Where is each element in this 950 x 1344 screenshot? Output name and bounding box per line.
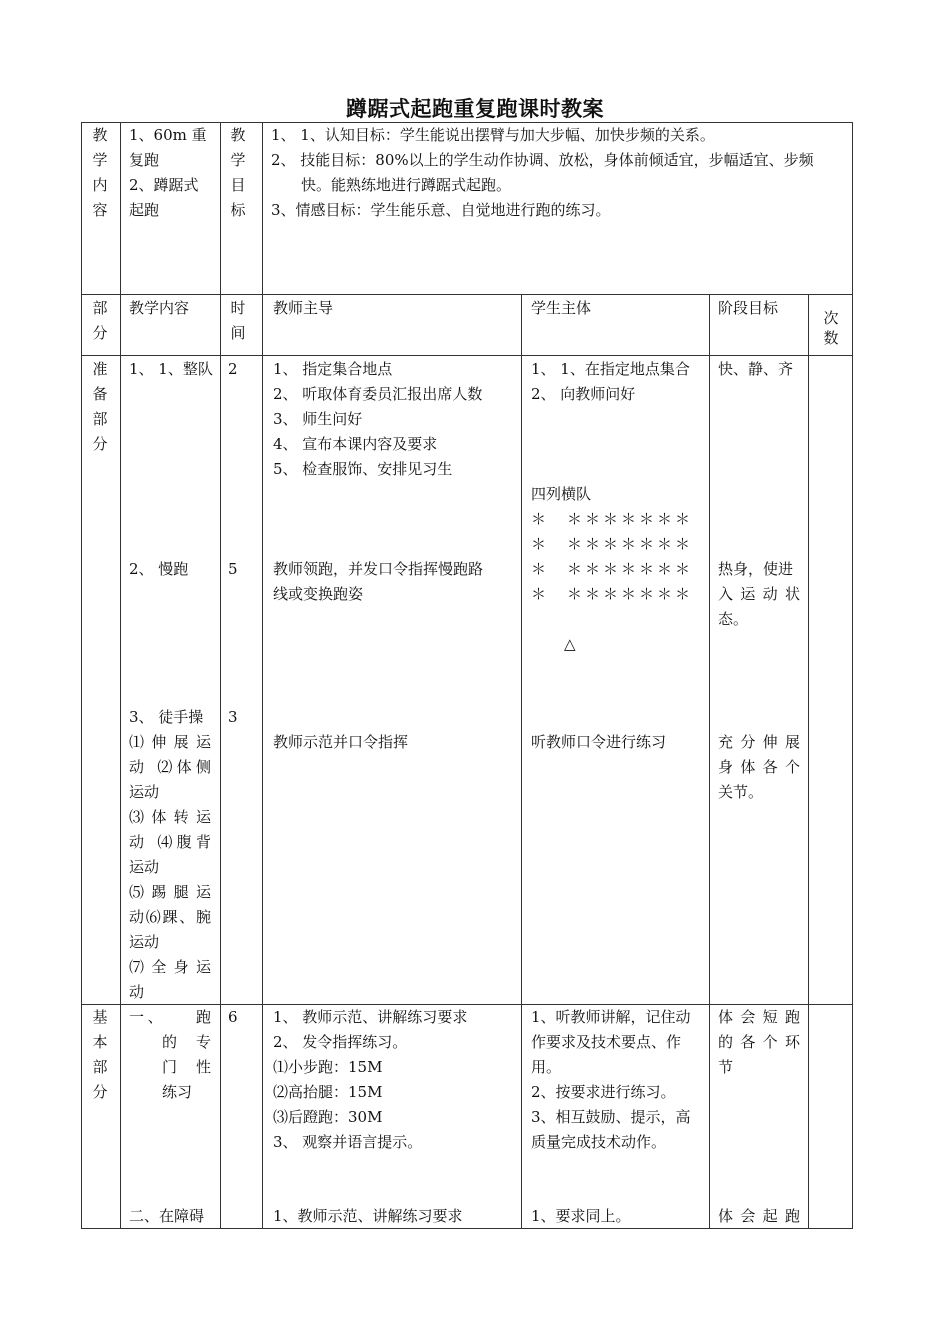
exercise-line: 动 ⑵体侧 <box>129 758 211 776</box>
prep-part-label: 准备部分 <box>92 360 108 453</box>
prep-item2-teacher <box>273 557 517 607</box>
basic-item2-student: 1、要求同上。 <box>531 1207 631 1225</box>
exercise-line: ⑺ 全 身 运 <box>129 958 211 976</box>
prep-item1-teacher <box>273 357 517 482</box>
header-student: 学生主体 <box>531 299 592 317</box>
student-step: 用。 <box>531 1058 562 1076</box>
basic-item1-content <box>129 1005 211 1105</box>
goal-line: 态。 <box>718 610 749 628</box>
student-step: 1、听教师讲解，记住动 <box>531 1008 691 1026</box>
basic-item1-goal <box>718 1005 800 1080</box>
student-step: 作要求及技术要点、作 <box>531 1033 682 1051</box>
goal-line: 快。能熟练地进行蹲踞式起跑。 <box>301 176 512 194</box>
row-divider <box>81 355 853 356</box>
content-line: 复跑 <box>129 151 160 169</box>
row-divider <box>81 294 853 295</box>
teacher-position-icon: △ <box>564 635 576 653</box>
exercise-line: 动 ⑷腹背 <box>129 833 211 851</box>
prep-item2-time: 5 <box>228 560 238 578</box>
goal-line: 热身，使进 <box>718 560 794 578</box>
exercise-line: ⑴ 伸 展 运 <box>129 733 211 751</box>
prep-item2-goal <box>718 557 800 632</box>
goal-line: 充分伸展 <box>718 733 800 751</box>
goal-line: 关节。 <box>718 783 764 801</box>
col-divider <box>521 294 522 1229</box>
exercise-line: 运动 <box>129 858 160 876</box>
col-divider <box>808 294 809 1229</box>
goal-line: 节 <box>718 1058 734 1076</box>
formation-row: ＊ ＊＊＊＊＊＊＊ <box>531 510 694 528</box>
content-line: 起跑 <box>129 201 160 219</box>
content-label: 教学内容 <box>92 126 108 219</box>
exercise-line: 运动 <box>129 783 160 801</box>
formation-row: ＊ ＊＊＊＊＊＊＊ <box>531 560 694 578</box>
prep-item3-teacher: 教师示范并口令指挥 <box>273 733 409 751</box>
student-step: 2、 向教师问好 <box>531 385 636 403</box>
prep-item3-content <box>129 705 211 1005</box>
formation-diagram <box>531 482 706 657</box>
prep-item1-goal: 快、静、齐 <box>718 360 794 378</box>
prep-item3-time: 3 <box>228 708 238 726</box>
prep-item3-goal <box>718 730 800 805</box>
teacher-step: ⑴小步跑：15M <box>273 1058 383 1076</box>
goal-line: 体会短跑 <box>718 1008 800 1026</box>
header-content: 教学内容 <box>129 299 190 317</box>
prep-item1-time: 2 <box>228 360 238 378</box>
teacher-step: 4、 宣布本课内容及要求 <box>273 435 438 453</box>
header-count: 次数 <box>823 309 839 347</box>
content-line: 一、 跑 <box>129 1008 211 1026</box>
exercise-line: ⑸ 踢 腿 运 <box>129 883 211 901</box>
basic-item1-time: 6 <box>228 1008 238 1026</box>
content-line: 的 专 <box>162 1033 211 1051</box>
basic-item2-teacher: 1、教师示范、讲解练习要求 <box>273 1207 463 1225</box>
exercise-line: 运动 <box>129 933 160 951</box>
basic-item2-goal <box>718 1204 800 1229</box>
goal-line: 体会起跑 <box>718 1207 800 1225</box>
teacher-step: ⑵高抬腿：15M <box>273 1083 383 1101</box>
prep-item2-content: 2、 慢跑 <box>129 560 189 578</box>
content-line: 2、蹲踞式 <box>129 176 199 194</box>
teacher-step: 1、 教师示范、讲解练习要求 <box>273 1008 468 1026</box>
student-step: 3、相互鼓励、提示，高 <box>531 1108 691 1126</box>
content-list <box>129 123 215 223</box>
formation-row: ＊ ＊＊＊＊＊＊＊ <box>531 585 694 603</box>
col-divider <box>709 294 710 1229</box>
content-line: 1、60m 重 <box>129 126 207 144</box>
exercise-line: 3、 徒手操 <box>129 708 204 726</box>
exercise-line: ⑶ 体 转 运 <box>129 808 211 826</box>
teacher-step: ⑶后蹬跑：30M <box>273 1108 383 1126</box>
col-divider <box>120 122 121 1229</box>
goal-line: 身体各个 <box>718 758 800 776</box>
teacher-step: 2、 发令指挥练习。 <box>273 1033 408 1051</box>
basic-item1-teacher <box>273 1005 517 1155</box>
table-border-right <box>852 122 853 1229</box>
prep-item3-student: 听教师口令进行练习 <box>531 733 667 751</box>
header-part: 部分 <box>92 299 108 342</box>
teacher-step: 线或变换跑姿 <box>273 585 364 603</box>
content-line: 练习 <box>162 1083 193 1101</box>
header-goal: 阶段目标 <box>718 299 779 317</box>
goal-line: 2、 技能目标：80%以上的学生动作协调、放松，身体前倾适宜，步幅适宜、步频 <box>271 151 814 169</box>
col-divider <box>220 122 221 1229</box>
teacher-step: 1、 指定集合地点 <box>273 360 393 378</box>
teacher-step: 5、 检查服饰、安排见习生 <box>273 460 453 478</box>
content-line: 门 性 <box>162 1058 211 1076</box>
basic-item1-student <box>531 1005 706 1155</box>
student-step: 质量完成技术动作。 <box>531 1133 667 1151</box>
header-teacher: 教师主导 <box>273 299 334 317</box>
goal-line: 1、 1、认知目标：学生能说出摆臂与加大步幅、加快步频的关系。 <box>271 126 715 144</box>
header-time: 时间 <box>230 299 246 342</box>
table-border-left <box>81 122 82 1229</box>
student-step: 1、 1、在指定地点集合 <box>531 360 690 378</box>
goal-line: 3、情感目标：学生能乐意、自觉地进行跑的练习。 <box>271 201 611 219</box>
goals-list <box>271 123 849 223</box>
page-title: 蹲踞式起跑重复跑课时教案 <box>346 96 604 121</box>
exercise-line: 动⑹踝、腕 <box>129 908 211 926</box>
student-step: 2、按要求进行练习。 <box>531 1083 676 1101</box>
teacher-step: 3、 师生问好 <box>273 410 363 428</box>
formation-row: ＊ ＊＊＊＊＊＊＊ <box>531 535 694 553</box>
goals-label: 教学目标 <box>230 126 246 219</box>
prep-item1-student <box>531 357 706 407</box>
exercise-line: 动 <box>129 983 145 1001</box>
basic-item2-content: 二、在障碍 <box>129 1207 205 1225</box>
col-divider <box>262 122 263 1229</box>
goal-line: 入运动状 <box>718 585 800 603</box>
teacher-step: 2、 听取体育委员汇报出席人数 <box>273 385 483 403</box>
formation-label: 四列横队 <box>531 485 592 503</box>
teacher-step: 3、 观察并语言提示。 <box>273 1133 423 1151</box>
goal-line: 的各个环 <box>718 1033 800 1051</box>
prep-item1-content: 1、 1、整队 <box>129 360 213 378</box>
basic-part-label: 基本部分 <box>92 1008 108 1101</box>
teacher-step: 教师领跑，并发口令指挥慢跑路 <box>273 560 484 578</box>
